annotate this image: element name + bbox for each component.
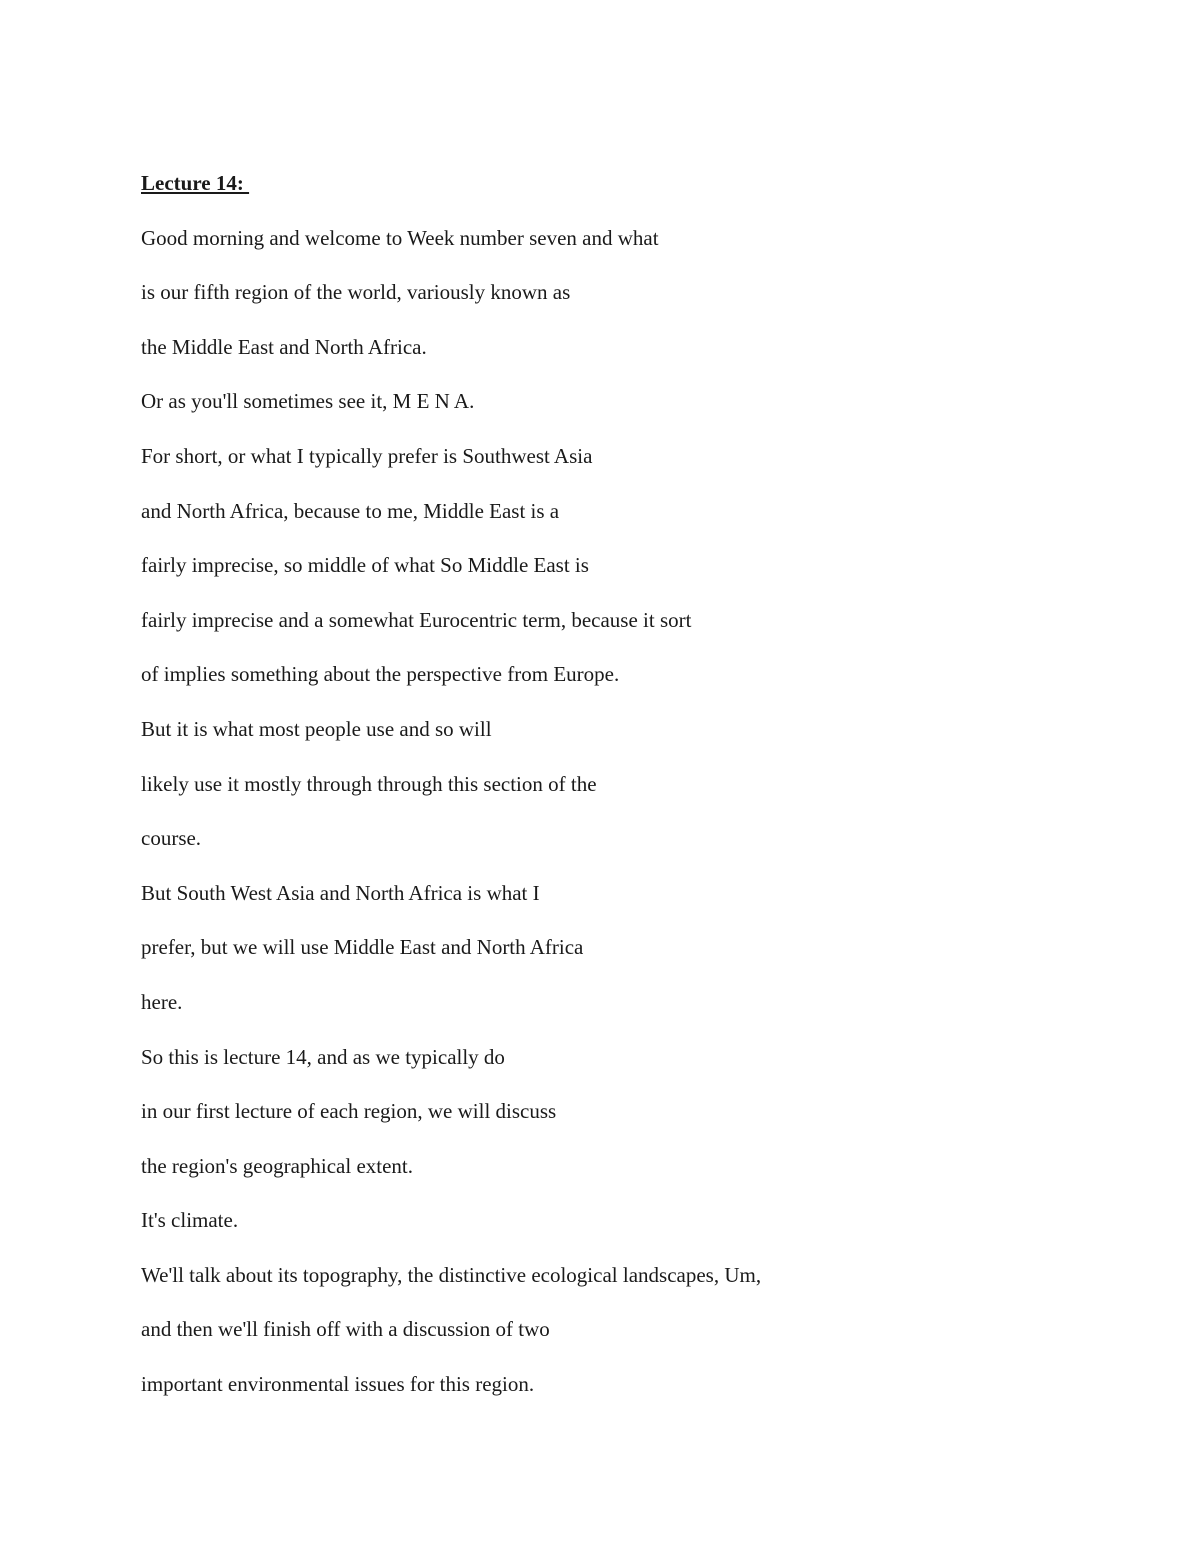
text-line: For short, or what I typically prefer is Southwest Asia xyxy=(141,443,593,468)
text-line: But it is what most people use and so will xyxy=(141,716,492,741)
text-line: of implies something about the perspective from Europe. xyxy=(141,662,620,687)
text-line: likely use it mostly through through this section of the xyxy=(141,771,597,796)
text-line: We'll talk about its topography, the distinctive ecological landscapes, Um, xyxy=(141,1262,762,1287)
text-line: important environmental issues for this region. xyxy=(141,1372,535,1397)
text-line: fairly imprecise, so middle of what So Middle East is xyxy=(141,553,589,578)
lecture-heading: Lecture 14: xyxy=(141,171,250,195)
text-line: the Middle East and North Africa. xyxy=(141,334,427,359)
text-line: here. xyxy=(141,989,183,1014)
text-line: prefer, but we will use Middle East and North Africa xyxy=(141,935,584,960)
text-line: Good morning and welcome to Week number seven and what xyxy=(141,225,659,250)
text-line: It's climate. xyxy=(141,1208,239,1233)
text-line: is our fifth region of the world, variously known as xyxy=(141,280,571,305)
text-line: and then we'll finish off with a discussion of two xyxy=(141,1317,550,1342)
text-line: fairly imprecise and a somewhat Eurocentric term, because it sort xyxy=(141,607,692,632)
text-line: in our first lecture of each region, we will discuss xyxy=(141,1099,557,1124)
text-line: and North Africa, because to me, Middle East is a xyxy=(141,498,560,523)
text-line: But South West Asia and North Africa is what I xyxy=(141,880,540,905)
document-body xyxy=(141,168,1101,1424)
text-line: So this is lecture 14, and as we typically do xyxy=(141,1044,505,1069)
text-line: course. xyxy=(141,826,202,851)
text-line: the region's geographical extent. xyxy=(141,1153,414,1178)
text-line: Or as you'll sometimes see it, M E N A. xyxy=(141,389,475,414)
